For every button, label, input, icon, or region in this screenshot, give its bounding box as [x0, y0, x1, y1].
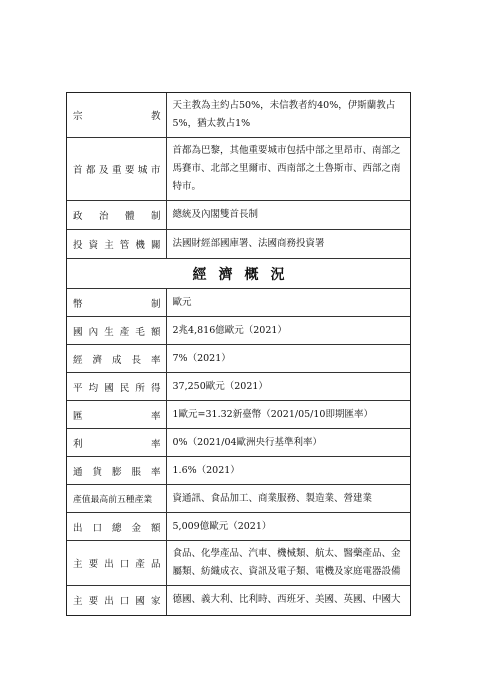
table-row	[67, 586, 410, 615]
row-value: 37,250歐元（2021）	[166, 373, 410, 401]
section-header-row	[67, 259, 410, 289]
row-label	[67, 138, 166, 201]
row-label-text: 國 內 生 產 毛 額	[73, 326, 161, 338]
row-label-text: 出 口 總 金 額	[73, 522, 161, 534]
table-row	[67, 201, 410, 230]
row-label	[67, 541, 166, 586]
table-row	[67, 345, 410, 373]
table-row	[67, 541, 410, 586]
row-label	[67, 201, 166, 230]
row-label	[67, 317, 166, 345]
row-label	[67, 429, 166, 457]
row-value: 歐元	[166, 289, 410, 317]
row-label	[67, 586, 166, 615]
table-row	[67, 230, 410, 259]
row-label-text: 通 貨 膨 脹 率	[73, 466, 161, 478]
row-label-text: 宗 教	[73, 111, 161, 122]
table-row	[67, 138, 410, 201]
country-info-sheet	[66, 92, 411, 616]
country-info-table	[67, 93, 410, 615]
row-label-text: 利 率	[73, 438, 161, 450]
table-row	[67, 373, 410, 401]
row-label-text: 幣 制	[73, 298, 161, 310]
row-label-text: 平 均 國 民 所 得	[73, 382, 161, 394]
table-row	[67, 401, 410, 429]
row-value: 天主教為主約占50%，未信教者約40%，伊斯蘭教占5%，猶太教占1%	[172, 100, 396, 129]
row-label	[67, 289, 166, 317]
row-label-text: 主 要 出 口 國 家	[73, 596, 161, 608]
table-row	[67, 429, 410, 457]
row-value: 總統及內閣雙首長制	[166, 201, 410, 230]
row-value: 0%（2021/04歐洲央行基準利率）	[166, 429, 410, 457]
row-value: 2兆4,816億歐元（2021）	[166, 317, 410, 345]
row-value: 1.6%（2021）	[166, 457, 410, 485]
row-value: 5,009億歐元（2021）	[166, 513, 410, 541]
table-row	[67, 457, 410, 485]
row-label-text: 首 都 及 重 要 城 市	[73, 165, 161, 176]
row-value: 食品、化學產品、汽車、機械類、航太、醫藥產品、金屬類、紡織成衣、資訊及電子類、電機及家庭電器設備	[166, 541, 410, 586]
row-value: 7%（2021）	[166, 345, 410, 373]
row-label	[67, 513, 166, 541]
table-row	[67, 317, 410, 345]
row-label-text: 經 濟 成 長 率	[73, 354, 161, 366]
row-label: 產值最高前五種產業	[67, 485, 166, 513]
row-label-text: 政 治 體 制	[73, 211, 161, 222]
row-label-text: 匯 率	[73, 410, 161, 422]
row-label	[67, 230, 166, 259]
row-label	[67, 401, 166, 429]
row-label	[67, 93, 166, 138]
row-value: 法國財經部國庫署、法國商務投資署	[166, 230, 410, 259]
table-row	[67, 485, 410, 513]
row-label-text: 主 要 出 口 產 品	[73, 559, 161, 570]
section-title: 經濟概況	[67, 259, 410, 289]
row-label-text: 投 資 主 管 機 關	[73, 240, 161, 251]
row-label	[67, 345, 166, 373]
row-value: 首都為巴黎，其他重要城市包括中部之里昂市、南部之馬賽市、北部之里爾市、西南部之土魯斯市、西部之南特市。	[166, 138, 410, 201]
table-row	[67, 93, 410, 138]
table-row	[67, 513, 410, 541]
row-value: 1歐元=31.32新臺幣（2021/05/10即期匯率）	[166, 401, 410, 429]
table-row	[67, 289, 410, 317]
row-label	[67, 373, 166, 401]
row-value: 德國、義大利、比利時、西班牙、美國、英國、中國大	[166, 586, 410, 615]
row-value: 資通訊、食品加工、商業服務、製造業、營建業	[166, 485, 410, 513]
row-label	[67, 457, 166, 485]
